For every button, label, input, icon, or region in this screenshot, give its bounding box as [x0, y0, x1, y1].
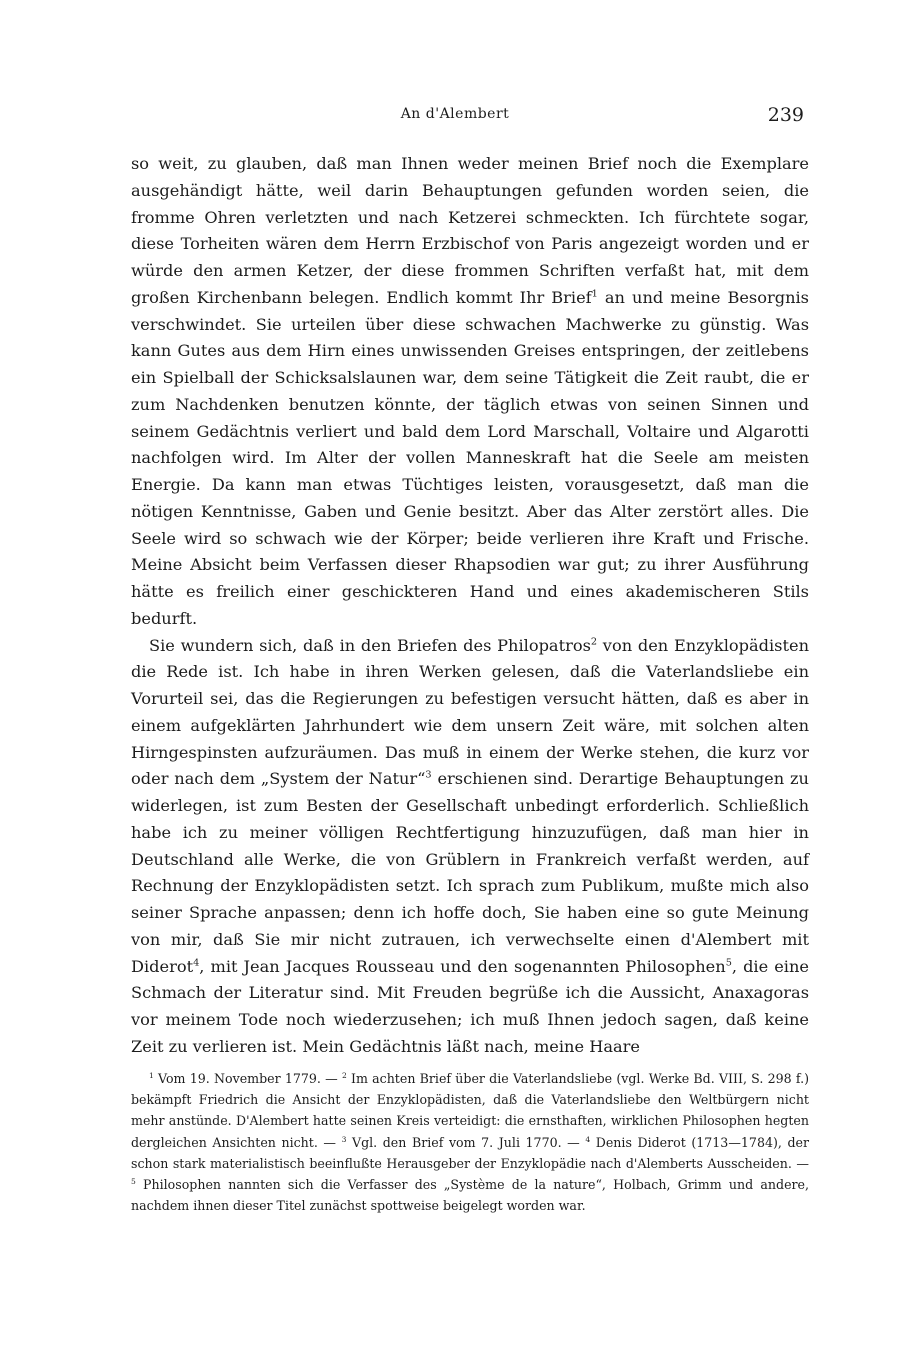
footnote-5-text: Philosophen nannten sich die Verfasser des „Système de la nature“, Holbach, Grimm und andere, nachdem ihnen dieser Titel zunächst spottweise beigelegt worden war. — [131, 1177, 809, 1214]
body-text — [131, 151, 809, 1061]
running-title: An d'Alembert — [400, 106, 510, 122]
footnote-ref-2: 2 — [590, 636, 598, 648]
footnote-marker-2: 2 — [341, 1070, 347, 1080]
footnote-ref-3: 3 — [425, 769, 432, 781]
footnote-ref-4: 4 — [193, 957, 200, 969]
paragraph-2-text-d: , mit Jean Jacques Rousseau und den sogenannten Philosophen — [199, 956, 726, 976]
footnote-marker-4: 4 — [585, 1134, 591, 1144]
paragraph-2-text-e: , die eine Schmach der Literatur sind. Mit Freuden begrüße ich die Aussicht, Anaxagoras vor meinem Tode noch wiederzusehen; ich muß Ihnen jedoch sagen, daß keine Zeit zu verlieren ist. Mein Gedächtnis läßt nach, meine Haare — [131, 956, 809, 1056]
paragraph-2-text-c: erschienen sind. Derartige Behauptungen zu widerlegen, ist zum Besten der Gesellschaft unbedingt erforderlich. Schließlich habe ich zu meiner völligen Rechtfertigung hinzuzufügen, daß man hier in Deutschland alle Werke, die von Grüblern in Frankreich verfaßt werden, auf Rechnung der Enzyklopädisten setzt. Ich sprach zum Publikum, mußte mich also seiner Sprache anpassen; denn ich hoffe doch, Sie haben eine so gute Meinung von mir, daß Sie mir nicht zutrauen, ich verwechselte einen d'Alembert mit Diderot — [131, 769, 809, 976]
paragraph-1-text-b: an und meine Besorgnis verschwindet. Sie urteilen über diese schwachen Machwerke zu günstig. Was kann Gutes aus dem Hirn eines unwissenden Greises entspringen, der zeitlebens ein Spielball der Schicksalslaunen war, dem seine Tätigkeit die Zeit raubt, die er zum Nachdenken benutzen könnte, der täglich etwas von seinen Sinnen und seinem Gedächtnis verliert und bald dem Lord Marschall, Voltaire und Algarotti nachfolgen wird. Im Alter der vollen Manneskraft hat die Seele am meisten Energie. Da kann man etwas Tüchtiges leisten, vorausgesetzt, daß man die nötigen Kenntnisse, Gaben und Genie besitzt. Aber das Alter zerstört alles. Die Seele wird so schwach wie der Körper; beide verlieren ihre Kraft und Frische. Meine Absicht beim Verfassen dieser Rhapsodien war gut; zu ihrer Ausführung hätte es freilich einer geschickteren Hand und eines akademischeren Stils bedurft. — [131, 287, 809, 628]
footnote-marker-3: 3 — [341, 1134, 347, 1144]
footnote-2-text: Im achten Brief über die Vaterlandsliebe (vgl. Werke Bd. VIII, S. 298 f.) bekämpft Friedrich die Ansicht der Enzyklopädisten, daß die Vaterlandsliebe den Weltbürgern nicht mehr anstünde. D'Alembert hatte seinen Kreis verteidigt: die ernsthaften, wirklichen Philosophen hegten dergleichen Ansichten nicht. — — [131, 1071, 809, 1150]
paragraph-2-text-a: Sie wundern sich, daß in den Briefen des Philopatros — [149, 635, 591, 655]
running-head — [0, 104, 900, 130]
paragraph-2-text-b: von den Enzyklopädisten die Rede ist. Ich habe in ihren Werken gelesen, daß die Vaterlandsliebe ein Vorurteil sei, das die Regierungen zu befestigen versucht hätten, daß es aber in einem aufgeklärten Jahrhundert wie dem unsern Zeit wäre, mit solchen alten Hirngespinsten aufzuräumen. Das muß in einem der Werke stehen, die kurz vor oder nach dem „System der Natur“ — [131, 635, 809, 789]
footnote-marker-1: 1 — [149, 1070, 154, 1080]
paragraph-2 — [131, 633, 809, 1061]
page-number: 239 — [767, 104, 804, 126]
paragraph-1-text-a: so weit, zu glauben, daß man Ihnen weder meinen Brief noch die Exemplare ausgehändigt hätte, weil darin Behauptungen gefunden worden seien, die fromme Ohren verletzten und nach Ketzerei schmeckten. Ich fürchtete sogar, diese Torheiten wären dem Herrn Erzbischof von Paris angezeigt worden und er würde den armen Ketzer, der diese frommen Schriften verfaßt hat, mit dem großen Kirchenbann belegen. Endlich kommt Ihr Brief — [131, 154, 809, 307]
footnote-3-text: Vgl. den Brief vom 7. Juli 1770. — — [346, 1134, 586, 1150]
footnote-marker-5: 5 — [131, 1176, 136, 1186]
footnote-1-text: Vom 19. November 1779. — — [153, 1071, 342, 1086]
footnotes — [131, 1068, 809, 1216]
footnote-ref-1: 1 — [591, 288, 598, 300]
footnote-4-text: Denis Diderot (1713—1784), der schon stark materialistisch beeinflußte Herausgeber der Enzyklopädie nach d'Alemberts Ausscheiden. — — [131, 1134, 809, 1171]
footnote-ref-5: 5 — [725, 957, 732, 969]
footnote-block — [131, 1068, 809, 1216]
paragraph-1 — [131, 151, 809, 633]
